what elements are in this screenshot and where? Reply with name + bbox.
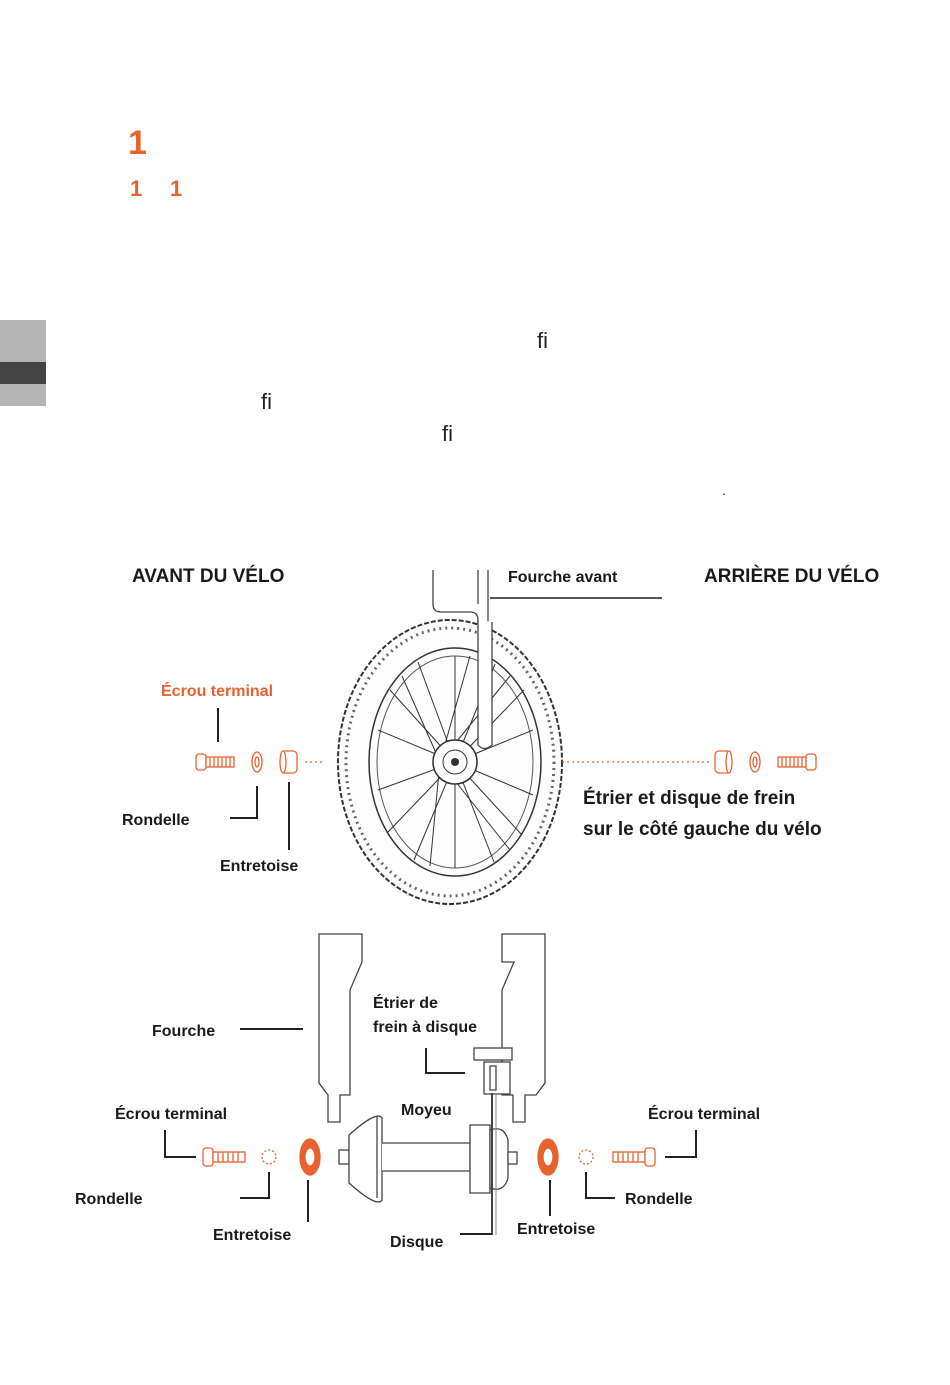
hub-label: Moyeu: [401, 1102, 452, 1119]
ligature-glyph: fi: [442, 421, 453, 446]
end-nut-right-label: Écrou terminal: [648, 1106, 761, 1123]
rear-label: ARRIÈRE DU VÉLO: [704, 566, 880, 587]
fork-label: Fourche avant: [508, 569, 618, 586]
caliper-label-line1: Étrier de: [373, 995, 438, 1012]
right-axle-parts: [715, 751, 816, 773]
washer-right-label: Rondelle: [625, 1191, 693, 1208]
spacer-left-label: Entretoise: [213, 1227, 292, 1244]
fork-leg: [478, 620, 492, 749]
side-tab-marker: [0, 362, 46, 384]
fork-label: Fourche: [152, 1023, 216, 1040]
washer-label: Rondelle: [122, 812, 190, 829]
brake-label-line1: Étrier et disque de frein: [583, 788, 796, 809]
hub-exploded-diagram: [0, 925, 950, 1260]
subsection-number-left: 1: [130, 176, 143, 201]
caliper-label-line2: frein à disque: [373, 1019, 478, 1036]
left-axle-parts: [196, 751, 297, 773]
right-hub-parts: [538, 1139, 655, 1175]
front-wheel-diagram: [0, 540, 950, 920]
subsection-number-right: 1: [170, 176, 183, 201]
end-nut-left-label: Écrou terminal: [115, 1106, 228, 1123]
spacer-right-label: Entretoise: [517, 1221, 596, 1238]
brake-caliper: [474, 1048, 512, 1094]
ligature-glyph: fi: [261, 389, 272, 414]
brake-label-line2: sur le côté gauche du vélo: [583, 819, 822, 840]
left-hub-parts: [203, 1139, 320, 1175]
disc-label: Disque: [390, 1234, 444, 1251]
ligature-glyph: fi: [537, 328, 548, 353]
front-label: AVANT DU VÉLO: [132, 566, 285, 587]
end-nut-label: Écrou terminal: [161, 683, 274, 700]
wheel-illustration: [338, 620, 562, 904]
spacer-label: Entretoise: [220, 858, 299, 875]
washer-left-label: Rondelle: [75, 1191, 143, 1208]
section-number: 1: [128, 124, 147, 162]
trailing-dot: .: [722, 482, 726, 498]
hub-illustration: [339, 1116, 517, 1202]
